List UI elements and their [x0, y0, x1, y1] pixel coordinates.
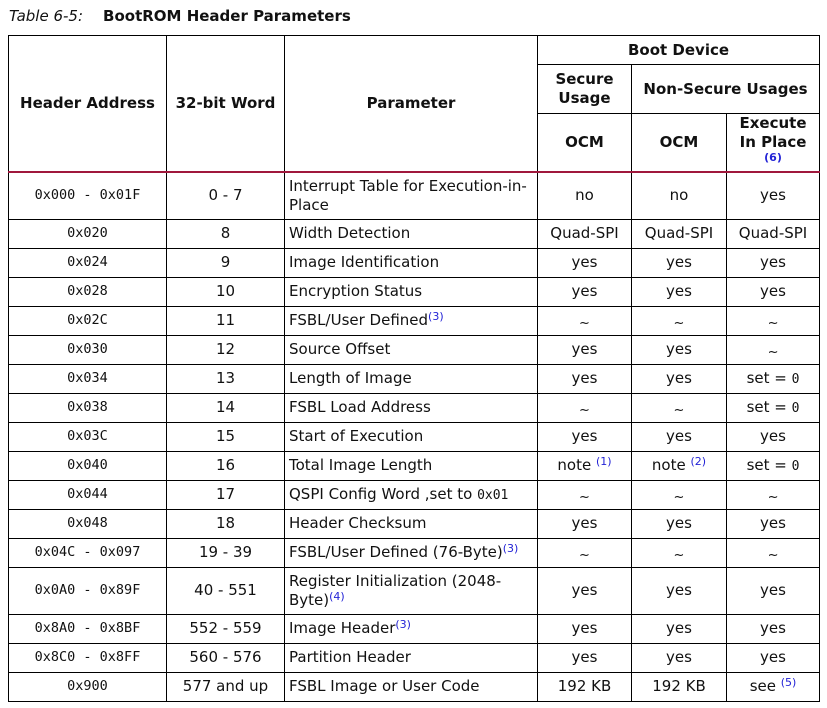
- parameter-cell: [285, 248, 538, 277]
- nonsecure-ocm-cell: [632, 451, 727, 480]
- nonsecure-ocm-cell: [632, 567, 727, 614]
- secure-ocm-value: yes: [571, 340, 598, 358]
- secure-ocm-value: ~: [579, 402, 590, 418]
- word-cell: [167, 364, 285, 393]
- word-value: 40 - 551: [194, 581, 257, 599]
- word-cell: [167, 480, 285, 509]
- execute-in-place-value: set =: [746, 455, 792, 474]
- secure-ocm-value: no: [575, 186, 594, 205]
- execute-in-place-mono-value: 0: [791, 458, 800, 474]
- execute-in-place-mono-value: 0: [791, 400, 800, 416]
- execute-in-place-cell: [727, 451, 820, 480]
- header-address-cell: [9, 451, 167, 480]
- secure-ocm-cell: [538, 614, 632, 643]
- header-address-cell: [9, 306, 167, 335]
- secure-ocm-value: yes: [571, 369, 598, 387]
- parameter-value: QSPI Config Word ,set to: [289, 484, 478, 503]
- table-row: [9, 614, 820, 643]
- header-address-cell: [9, 248, 167, 277]
- execute-in-place-cell: [727, 538, 820, 567]
- nonsecure-ocm-value: 192 KB: [652, 677, 706, 695]
- execute-in-place-cell: [727, 480, 820, 509]
- word-cell: [167, 306, 285, 335]
- table-row: [9, 451, 820, 480]
- nonsecure-ocm-cell: [632, 672, 727, 701]
- parameter-ref: (4): [329, 589, 345, 603]
- table-row: [9, 422, 820, 451]
- execute-in-place-value: yes: [760, 619, 786, 637]
- execute-in-place-value: set =: [746, 397, 792, 416]
- execute-in-place-value: yes: [760, 282, 786, 300]
- word-value: 8: [220, 224, 231, 242]
- parameter-value: Encryption Status: [289, 282, 423, 300]
- address-value: 0x020: [67, 225, 108, 241]
- parameter-value: Image Header: [289, 619, 396, 637]
- table-row: [9, 219, 820, 248]
- word-cell: [167, 567, 285, 614]
- header-execute-in-place: [727, 114, 820, 173]
- word-value: 12: [215, 340, 236, 358]
- header-word: 32-bit Word: [167, 36, 285, 173]
- header-address: Header Address: [9, 36, 167, 173]
- word-cell: [167, 219, 285, 248]
- secure-ocm-value: note: [557, 456, 592, 474]
- address-value: 0x044: [67, 486, 108, 502]
- execute-in-place-cell: [727, 172, 820, 219]
- word-value: 16: [215, 456, 236, 474]
- execute-in-place-ref: (5): [780, 676, 797, 689]
- parameter-value: Source Offset: [289, 340, 391, 358]
- address-value: 0x900: [67, 678, 108, 694]
- secure-ocm-cell: [538, 538, 632, 567]
- table-row: [9, 538, 820, 567]
- parameter-cell: [285, 172, 538, 219]
- address-value: 0x048: [67, 515, 108, 531]
- secure-ocm-value: yes: [571, 581, 598, 599]
- word-cell: [167, 422, 285, 451]
- parameter-value: Interrupt Table for Execution-in-Place: [289, 176, 527, 214]
- secure-ocm-value: ~: [579, 547, 590, 563]
- nonsecure-ocm-cell: [632, 480, 727, 509]
- address-value: 0x030: [67, 341, 108, 357]
- header-address-cell: [9, 172, 167, 219]
- execute-in-place-cell: [727, 567, 820, 614]
- nonsecure-ocm-cell: [632, 335, 727, 364]
- secure-ocm-cell: [538, 480, 632, 509]
- secure-ocm-value: ~: [579, 315, 590, 331]
- table-row: [9, 393, 820, 422]
- nonsecure-ocm-cell: [632, 422, 727, 451]
- table-row: [9, 672, 820, 701]
- address-value: 0x03C: [67, 428, 108, 444]
- secure-ocm-cell: [538, 335, 632, 364]
- secure-ocm-value: ~: [579, 489, 590, 505]
- parameter-value: Width Detection: [289, 224, 411, 242]
- word-value: 577 and up: [182, 677, 269, 695]
- execute-in-place-value: yes: [760, 648, 786, 666]
- secure-ocm-cell: [538, 509, 632, 538]
- address-value: 0x038: [67, 399, 108, 415]
- header-secure-usage: Secure Usage: [538, 65, 632, 114]
- header-address-cell: [9, 393, 167, 422]
- bootrom-header-table: [8, 35, 820, 702]
- execute-in-place-mono-value: 0: [791, 371, 800, 387]
- word-value: 0 - 7: [208, 186, 243, 205]
- header-boot-device: Boot Device: [538, 36, 820, 65]
- execute-in-place-cell: [727, 306, 820, 335]
- parameter-value: Partition Header: [289, 648, 411, 666]
- table-row: [9, 480, 820, 509]
- execute-in-place-cell: [727, 509, 820, 538]
- secure-ocm-value: yes: [571, 648, 598, 666]
- nonsecure-ocm-value: yes: [666, 340, 692, 358]
- parameter-value: Start of Execution: [289, 427, 424, 445]
- secure-ocm-cell: [538, 672, 632, 701]
- word-cell: [167, 614, 285, 643]
- table-row: [9, 567, 820, 614]
- address-value: 0x02C: [67, 312, 108, 328]
- parameter-cell: [285, 451, 538, 480]
- secure-ocm-cell: [538, 451, 632, 480]
- parameter-cell: [285, 480, 538, 509]
- header-address-cell: [9, 480, 167, 509]
- header-address-cell: [9, 335, 167, 364]
- parameter-cell: [285, 643, 538, 672]
- table-header: [9, 36, 820, 173]
- nonsecure-ocm-value: ~: [673, 547, 685, 563]
- secure-ocm-cell: [538, 219, 632, 248]
- word-cell: [167, 172, 285, 219]
- secure-ocm-cell: [538, 567, 632, 614]
- nonsecure-ocm-value: note: [651, 456, 686, 474]
- secure-ocm-cell: [538, 393, 632, 422]
- nonsecure-ocm-value: yes: [666, 514, 692, 532]
- word-value: 19 - 39: [198, 543, 253, 561]
- execute-in-place-cell: [727, 219, 820, 248]
- execute-in-place-value: yes: [760, 514, 786, 532]
- secure-ocm-cell: [538, 364, 632, 393]
- nonsecure-ocm-value: yes: [666, 369, 692, 387]
- word-cell: [167, 672, 285, 701]
- nonsecure-ocm-value: ~: [673, 489, 685, 505]
- secure-ocm-cell: [538, 422, 632, 451]
- header-xip-label: Execute In Place: [739, 114, 807, 151]
- parameter-value: Register Initialization (2048-Byte): [289, 571, 502, 609]
- table-body: [9, 172, 820, 701]
- word-value: 17: [215, 485, 236, 503]
- address-value: 0x040: [67, 457, 108, 473]
- nonsecure-ocm-ref: (2): [690, 455, 707, 468]
- execute-in-place-value: ~: [767, 547, 779, 563]
- table-number: Table 6-5:: [9, 7, 84, 25]
- secure-ocm-value: yes: [571, 619, 598, 637]
- parameter-ref: (3): [395, 618, 411, 631]
- table-row: [9, 277, 820, 306]
- nonsecure-ocm-value: yes: [666, 282, 692, 300]
- word-value: 552 - 559: [189, 619, 262, 637]
- parameter-ref: (3): [502, 542, 519, 555]
- address-value: 0x028: [67, 283, 108, 299]
- parameter-cell: [285, 672, 538, 701]
- nonsecure-ocm-cell: [632, 643, 727, 672]
- address-value: 0x024: [67, 254, 108, 270]
- table-title: BootROM Header Parameters: [103, 7, 351, 25]
- word-cell: [167, 248, 285, 277]
- nonsecure-ocm-value: no: [669, 186, 689, 205]
- header-address-cell: [9, 219, 167, 248]
- execute-in-place-cell: [727, 335, 820, 364]
- nonsecure-ocm-value: Quad-SPI: [644, 224, 714, 242]
- secure-ocm-cell: [538, 172, 632, 219]
- secure-ocm-value: yes: [571, 253, 598, 271]
- nonsecure-ocm-cell: [632, 364, 727, 393]
- parameter-cell: [285, 422, 538, 451]
- word-cell: [167, 509, 285, 538]
- execute-in-place-value: ~: [767, 315, 779, 331]
- parameter-value: FSBL Image or User Code: [289, 677, 480, 695]
- parameter-cell: [285, 306, 538, 335]
- address-value: 0x8A0 - 0x8BF: [34, 620, 141, 636]
- address-value: 0x8C0 - 0x8FF: [34, 649, 141, 665]
- header-address-cell: [9, 277, 167, 306]
- header-address-cell: [9, 643, 167, 672]
- header-nonsecure-usages: Non-Secure Usages: [632, 65, 820, 114]
- execute-in-place-cell: [727, 393, 820, 422]
- header-ocm-nonsecure: OCM: [632, 114, 727, 173]
- address-value: 0x000 - 0x01F: [34, 187, 141, 204]
- word-value: 13: [215, 369, 236, 387]
- execute-in-place-value: yes: [760, 427, 786, 445]
- word-cell: [167, 538, 285, 567]
- header-address-cell: [9, 364, 167, 393]
- word-value: 560 - 576: [189, 648, 262, 666]
- nonsecure-ocm-value: yes: [666, 648, 692, 666]
- secure-ocm-cell: [538, 248, 632, 277]
- table-row: [9, 306, 820, 335]
- address-value: 0x04C - 0x097: [34, 544, 141, 560]
- header-address-cell: [9, 672, 167, 701]
- table-row: [9, 509, 820, 538]
- execute-in-place-value: set =: [746, 368, 792, 387]
- nonsecure-ocm-cell: [632, 393, 727, 422]
- parameter-value: FSBL/User Defined: [289, 311, 429, 329]
- execute-in-place-value: ~: [767, 344, 779, 360]
- parameter-ref: (3): [428, 310, 444, 323]
- word-cell: [167, 393, 285, 422]
- nonsecure-ocm-value: yes: [666, 581, 692, 599]
- nonsecure-ocm-cell: [632, 509, 727, 538]
- parameter-cell: [285, 364, 538, 393]
- word-value: 15: [215, 427, 236, 445]
- parameter-cell: [285, 538, 538, 567]
- table-caption: [9, 6, 351, 26]
- word-cell: [167, 451, 285, 480]
- execute-in-place-cell: [727, 672, 820, 701]
- secure-ocm-cell: [538, 277, 632, 306]
- secure-ocm-ref: (1): [595, 455, 612, 468]
- parameter-value: FSBL Load Address: [289, 398, 431, 416]
- nonsecure-ocm-cell: [632, 277, 727, 306]
- parameter-value: Header Checksum: [289, 514, 427, 532]
- nonsecure-ocm-value: ~: [673, 315, 685, 331]
- parameter-cell: [285, 614, 538, 643]
- nonsecure-ocm-cell: [632, 614, 727, 643]
- nonsecure-ocm-value: ~: [673, 402, 685, 418]
- execute-in-place-value: Quad-SPI: [738, 224, 808, 242]
- nonsecure-ocm-value: yes: [666, 253, 692, 271]
- parameter-value: Total Image Length: [289, 456, 433, 474]
- parameter-cell: [285, 393, 538, 422]
- table-row: [9, 335, 820, 364]
- parameter-cell: [285, 277, 538, 306]
- execute-in-place-cell: [727, 364, 820, 393]
- address-value: 0x034: [67, 370, 108, 386]
- parameter-value: FSBL/User Defined (76-Byte): [289, 543, 503, 561]
- nonsecure-ocm-value: yes: [666, 427, 692, 445]
- execute-in-place-cell: [727, 422, 820, 451]
- parameter-mono-value: 0x01: [477, 487, 509, 503]
- nonsecure-ocm-value: yes: [666, 619, 692, 637]
- secure-ocm-cell: [538, 643, 632, 672]
- execute-in-place-cell: [727, 277, 820, 306]
- header-address-cell: [9, 538, 167, 567]
- execute-in-place-value: yes: [760, 581, 786, 599]
- nonsecure-ocm-cell: [632, 172, 727, 219]
- execute-in-place-value: yes: [760, 253, 786, 271]
- nonsecure-ocm-cell: [632, 306, 727, 335]
- parameter-cell: [285, 219, 538, 248]
- parameter-cell: [285, 567, 538, 614]
- header-xip-ref: (6): [764, 151, 782, 164]
- execute-in-place-value: see: [749, 677, 776, 695]
- header-address-cell: [9, 614, 167, 643]
- header-address-cell: [9, 509, 167, 538]
- nonsecure-ocm-cell: [632, 538, 727, 567]
- execute-in-place-value: yes: [760, 186, 786, 205]
- word-cell: [167, 643, 285, 672]
- table-row: [9, 364, 820, 393]
- execute-in-place-cell: [727, 614, 820, 643]
- nonsecure-ocm-cell: [632, 219, 727, 248]
- parameter-cell: [285, 509, 538, 538]
- secure-ocm-value: yes: [571, 427, 598, 445]
- execute-in-place-value: ~: [767, 489, 779, 505]
- word-value: 10: [215, 282, 236, 300]
- execute-in-place-cell: [727, 643, 820, 672]
- word-value: 11: [215, 311, 236, 329]
- execute-in-place-cell: [727, 248, 820, 277]
- parameter-value: Image Identification: [289, 253, 440, 271]
- word-value: 18: [215, 514, 236, 532]
- parameter-cell: [285, 335, 538, 364]
- header-address-cell: [9, 567, 167, 614]
- nonsecure-ocm-cell: [632, 248, 727, 277]
- header-ocm-secure: OCM: [538, 114, 632, 173]
- secure-ocm-value: 192 KB: [557, 677, 612, 695]
- word-value: 14: [215, 398, 236, 416]
- address-value: 0x0A0 - 0x89F: [34, 582, 141, 598]
- word-cell: [167, 335, 285, 364]
- word-value: 9: [220, 253, 231, 271]
- header-address-cell: [9, 422, 167, 451]
- secure-ocm-value: Quad-SPI: [550, 224, 619, 242]
- word-cell: [167, 277, 285, 306]
- parameter-value: Length of Image: [289, 369, 412, 387]
- table-row: [9, 172, 820, 219]
- secure-ocm-value: yes: [571, 282, 598, 300]
- secure-ocm-cell: [538, 306, 632, 335]
- table-row: [9, 643, 820, 672]
- secure-ocm-value: yes: [571, 514, 598, 532]
- table-row: [9, 248, 820, 277]
- header-parameter: Parameter: [285, 36, 538, 173]
